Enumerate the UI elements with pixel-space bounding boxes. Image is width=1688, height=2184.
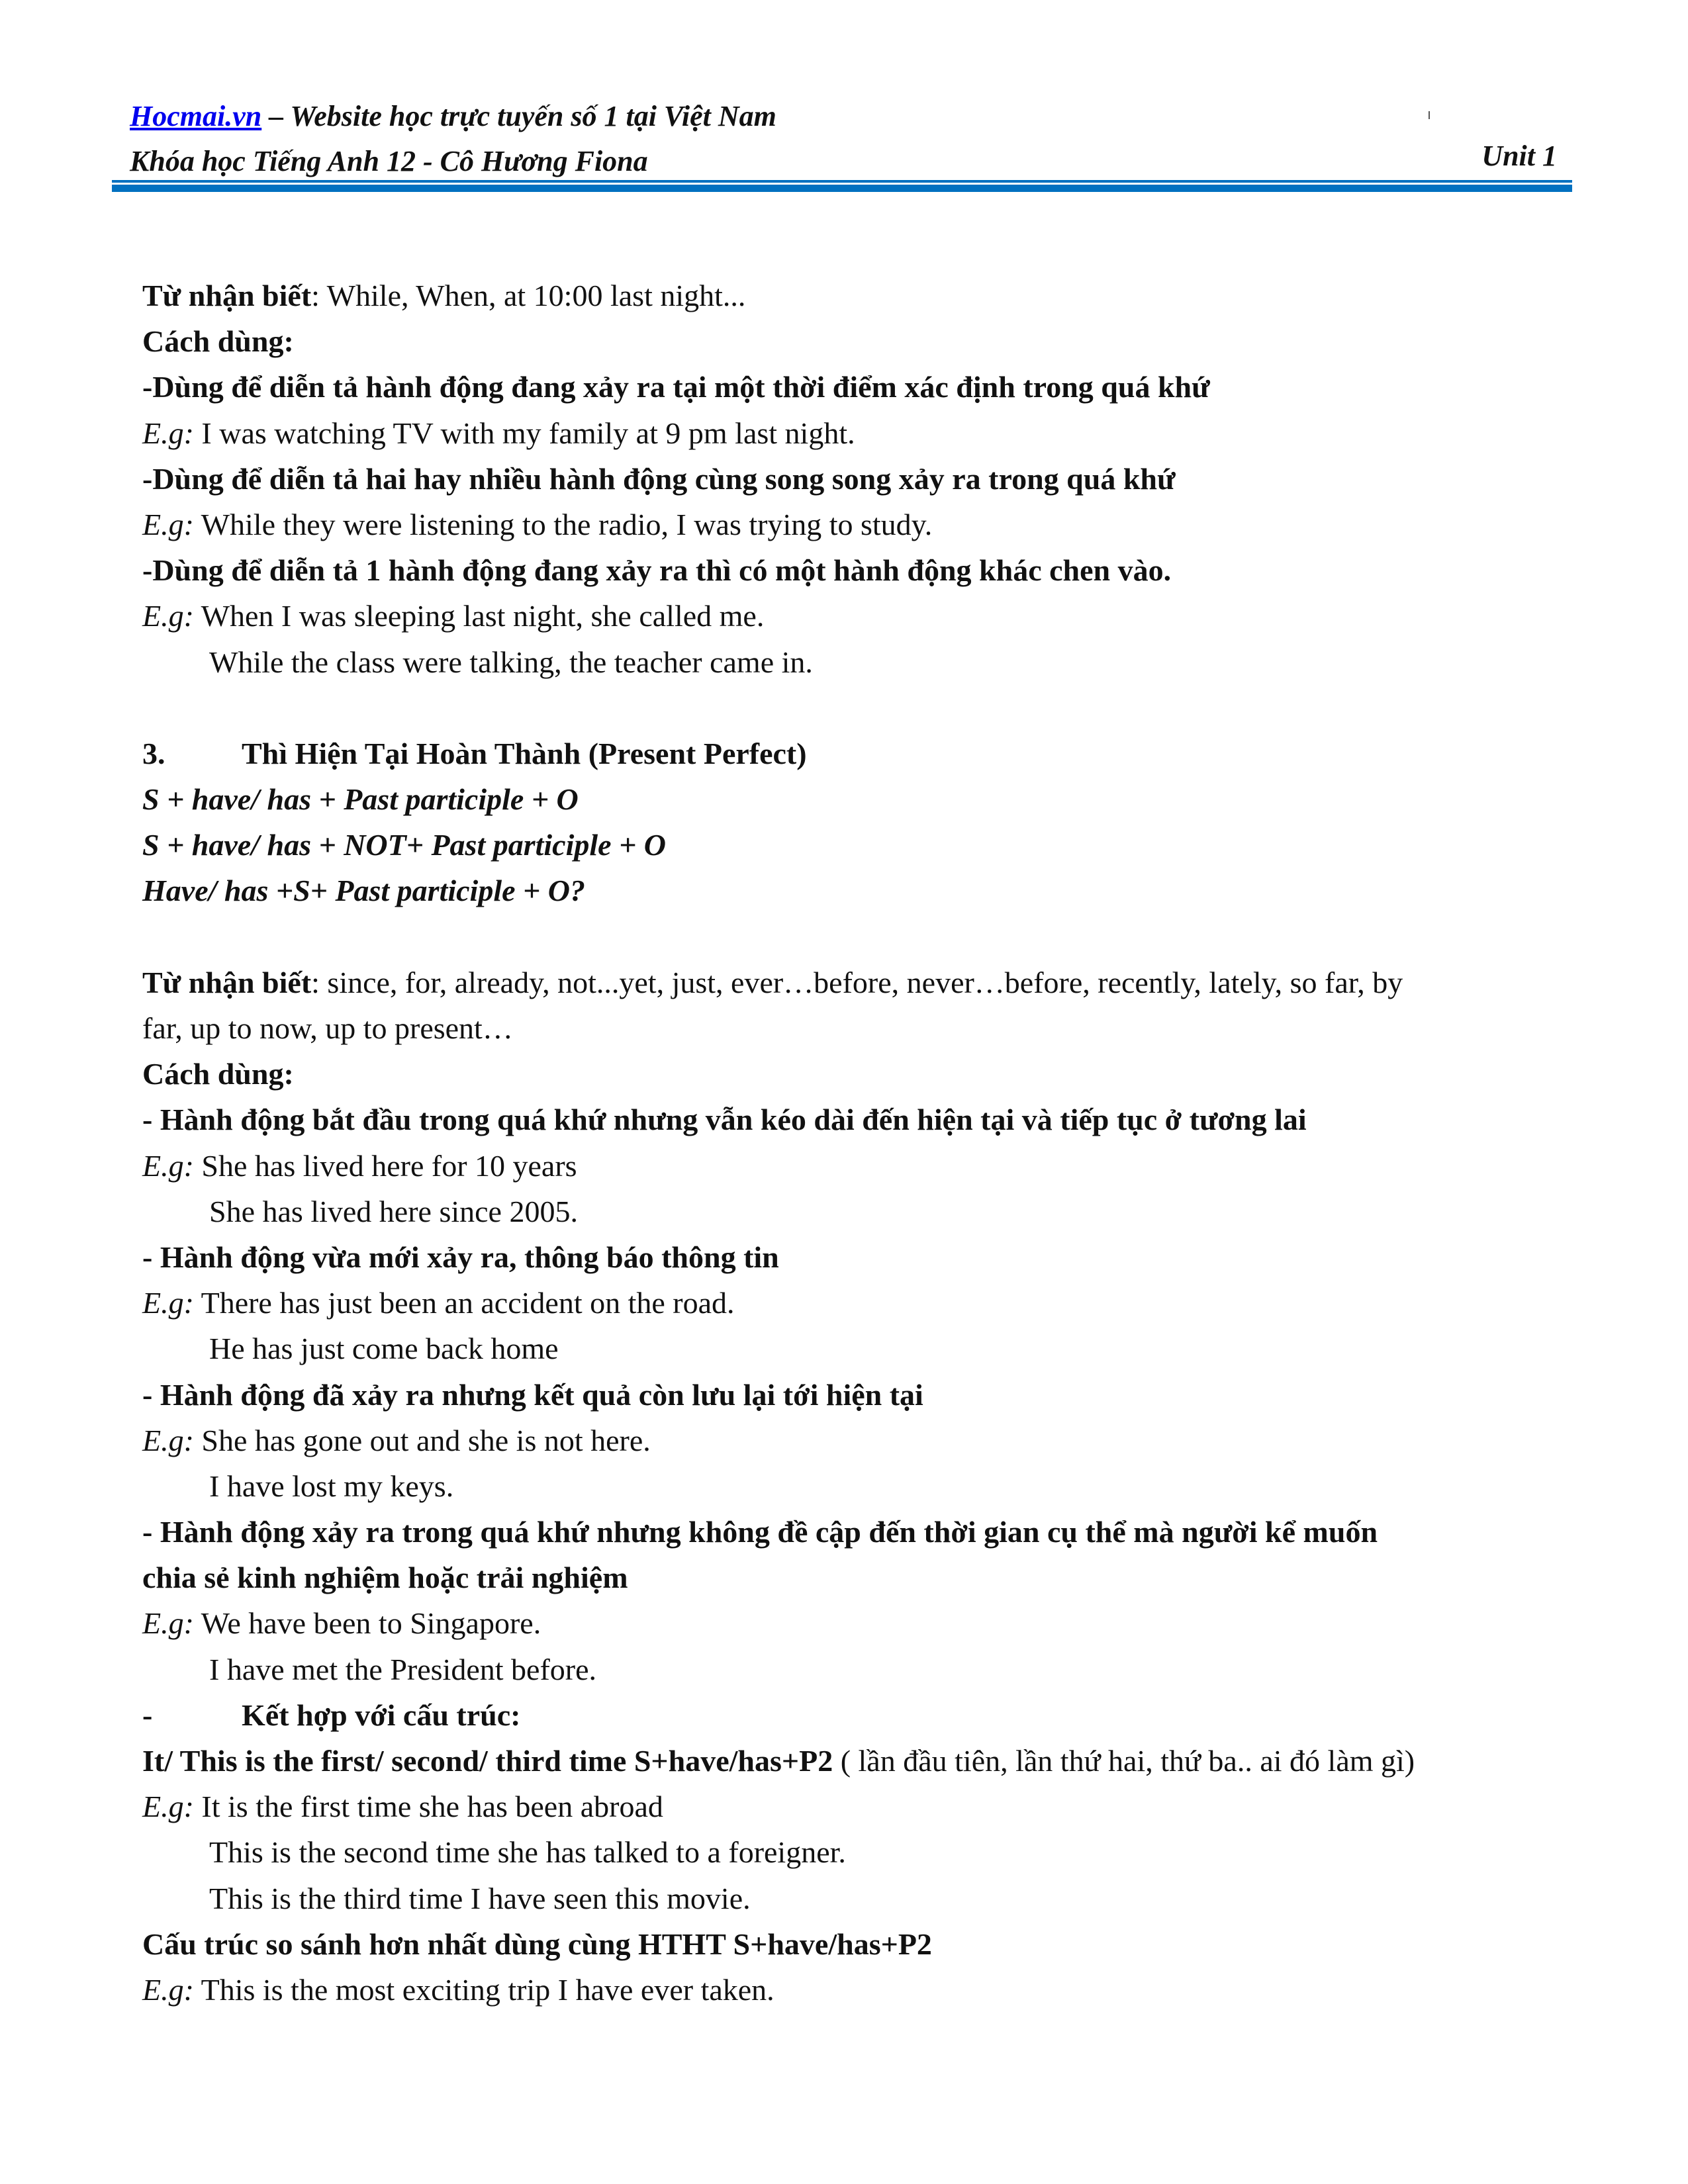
- text-run: : While, When, at 10:00 last night...: [311, 279, 746, 312]
- text-run: : since, for, already, not...yet, just, ever…before, never…before, recently, lately, so far, by: [311, 965, 1403, 999]
- text-run: It/ This is the first/ second/ third time S+have/has+P2: [142, 1744, 833, 1778]
- text-line: [142, 1509, 1599, 1555]
- text-line: [142, 1738, 1599, 1784]
- header-rule-thick: [112, 185, 1572, 192]
- text-run: I was watching TV with my family at 9 pm last night.: [193, 416, 855, 450]
- text-line: [142, 1143, 1599, 1189]
- text-run: She has lived here since 2005.: [209, 1194, 578, 1228]
- example-label: E.g:: [142, 1148, 194, 1183]
- example-label: E.g:: [142, 1606, 194, 1641]
- unit-label: Unit 1: [1481, 140, 1557, 172]
- text-run: S + have/ has + Past participle + O: [142, 782, 579, 817]
- text-run: This is the third time I have seen this movie.: [209, 1881, 751, 1915]
- text-line: [142, 1005, 1599, 1051]
- example-label: E.g:: [142, 599, 194, 633]
- text-run: This is the second time she has talked to a foreigner.: [209, 1835, 846, 1870]
- text-run: Cách dùng:: [142, 1057, 294, 1091]
- text-line: [142, 1692, 1599, 1738]
- text-line: [142, 456, 1599, 502]
- text-line: [142, 593, 1599, 639]
- text-line: [142, 1555, 1599, 1600]
- text-run: far, up to now, up to present…: [142, 1011, 513, 1045]
- text-run: Từ nhận biết: [142, 279, 312, 312]
- text-run: -Dùng để diễn tả hành động đang xảy ra tại một thời điểm xác định trong quá khứ: [142, 370, 1210, 404]
- example-label: E.g:: [142, 1423, 194, 1457]
- example-label: E.g:: [142, 1286, 194, 1320]
- text-run: I have met the President before.: [209, 1652, 596, 1686]
- text-line: [142, 1600, 1599, 1646]
- text-line: [142, 868, 1599, 913]
- text-line: [142, 1234, 1599, 1280]
- text-run: Cách dùng:: [142, 324, 294, 359]
- text-line: [142, 1097, 1599, 1142]
- text-line: [142, 1784, 1599, 1829]
- text-line: [142, 1051, 1599, 1097]
- text-run: chia sẻ kinh nghiệm hoặc trải nghiệm: [142, 1561, 628, 1595]
- stray-mark: [1429, 111, 1430, 119]
- text-line: [142, 776, 1599, 822]
- text-run: There has just been an accident on the road.: [193, 1286, 735, 1320]
- header-site-line: [130, 99, 776, 133]
- document-body: [142, 273, 1599, 2013]
- text-run: We have been to Singapore.: [193, 1606, 541, 1641]
- example-label: E.g:: [142, 416, 194, 450]
- text-line: [142, 1647, 1599, 1692]
- text-line: [142, 502, 1599, 547]
- text-line: [142, 410, 1599, 456]
- text-line: [142, 960, 1599, 1005]
- text-run: She has gone out and she is not here.: [193, 1423, 651, 1457]
- text-line: [142, 364, 1599, 410]
- text-line: [142, 1189, 1599, 1234]
- list-marker: 3.: [142, 736, 165, 770]
- text-line: [142, 822, 1599, 868]
- text-run: She has lived here for 10 years: [193, 1148, 577, 1183]
- text-run: Kết hợp với cấu trúc:: [242, 1698, 521, 1732]
- text-run: ( lần đầu tiên, lần thứ hai, thứ ba.. ai đó làm gì): [833, 1744, 1415, 1778]
- header-rule-thin: [112, 180, 1572, 183]
- course-title: Khóa học Tiếng Anh 12 - Cô Hương Fiona: [130, 145, 648, 177]
- text-line: [142, 1463, 1599, 1509]
- text-run: This is the most exciting trip I have ever taken.: [193, 1972, 774, 2007]
- text-run: Thì Hiện Tại Hoàn Thành (Present Perfect): [242, 736, 807, 770]
- text-run: When I was sleeping last night, she called me.: [193, 599, 765, 633]
- text-line: [142, 914, 1599, 960]
- text-line: [142, 1418, 1599, 1463]
- text-run: While they were listening to the radio, I was trying to study.: [193, 507, 933, 541]
- text-run: - Hành động bắt đầu trong quá khứ nhưng vẫn kéo dài đến hiện tại và tiếp tục ở tương lai: [142, 1103, 1307, 1137]
- text-line: [142, 639, 1599, 685]
- text-run: -Dùng để diễn tả hai hay nhiều hành động cùng song song xảy ra trong quá khứ: [142, 461, 1176, 496]
- text-line: [142, 273, 1599, 318]
- text-run: -Dùng để diễn tả 1 hành động đang xảy ra thì có một hành động khác chen vào.: [142, 553, 1172, 588]
- text-line: [142, 547, 1599, 593]
- text-run: Cấu trúc so sánh hơn nhất dùng cùng HTHT S+have/has+P2: [142, 1927, 932, 1961]
- text-line: [142, 318, 1599, 364]
- text-line: [142, 1967, 1599, 2013]
- text-run: - Hành động xảy ra trong quá khứ nhưng không đề cập đến thời gian cụ thể mà người kể muốn: [142, 1515, 1378, 1549]
- example-label: E.g:: [142, 1790, 194, 1824]
- site-tagline: – Website học trực tuyến số 1 tại Việt Nam: [261, 100, 776, 132]
- text-run: He has just come back home: [209, 1332, 559, 1366]
- text-run: I have lost my keys.: [209, 1469, 454, 1503]
- text-line: [142, 1876, 1599, 1921]
- text-line: [142, 1921, 1599, 1967]
- text-run: Have/ has +S+ Past participle + O?: [142, 874, 585, 908]
- text-line: [142, 1326, 1599, 1371]
- text-line: [142, 1372, 1599, 1418]
- text-run: - Hành động đã xảy ra nhưng kết quả còn lưu lại tới hiện tại: [142, 1377, 923, 1412]
- text-line: [142, 1280, 1599, 1326]
- text-run: It is the first time she has been abroad: [193, 1790, 663, 1824]
- text-line: [142, 1829, 1599, 1875]
- text-run: Từ nhận biết: [142, 965, 312, 999]
- site-link[interactable]: Hocmai.vn: [130, 100, 262, 132]
- text-run: While the class were talking, the teacher came in.: [209, 645, 813, 679]
- text-run: S + have/ has + NOT+ Past participle + O: [142, 828, 667, 862]
- text-run: - Hành động vừa mới xảy ra, thông báo thông tin: [142, 1240, 779, 1274]
- example-label: E.g:: [142, 507, 194, 541]
- text-line: [142, 731, 1599, 776]
- example-label: E.g:: [142, 1972, 194, 2007]
- list-marker: -: [142, 1698, 153, 1732]
- text-line: [142, 685, 1599, 731]
